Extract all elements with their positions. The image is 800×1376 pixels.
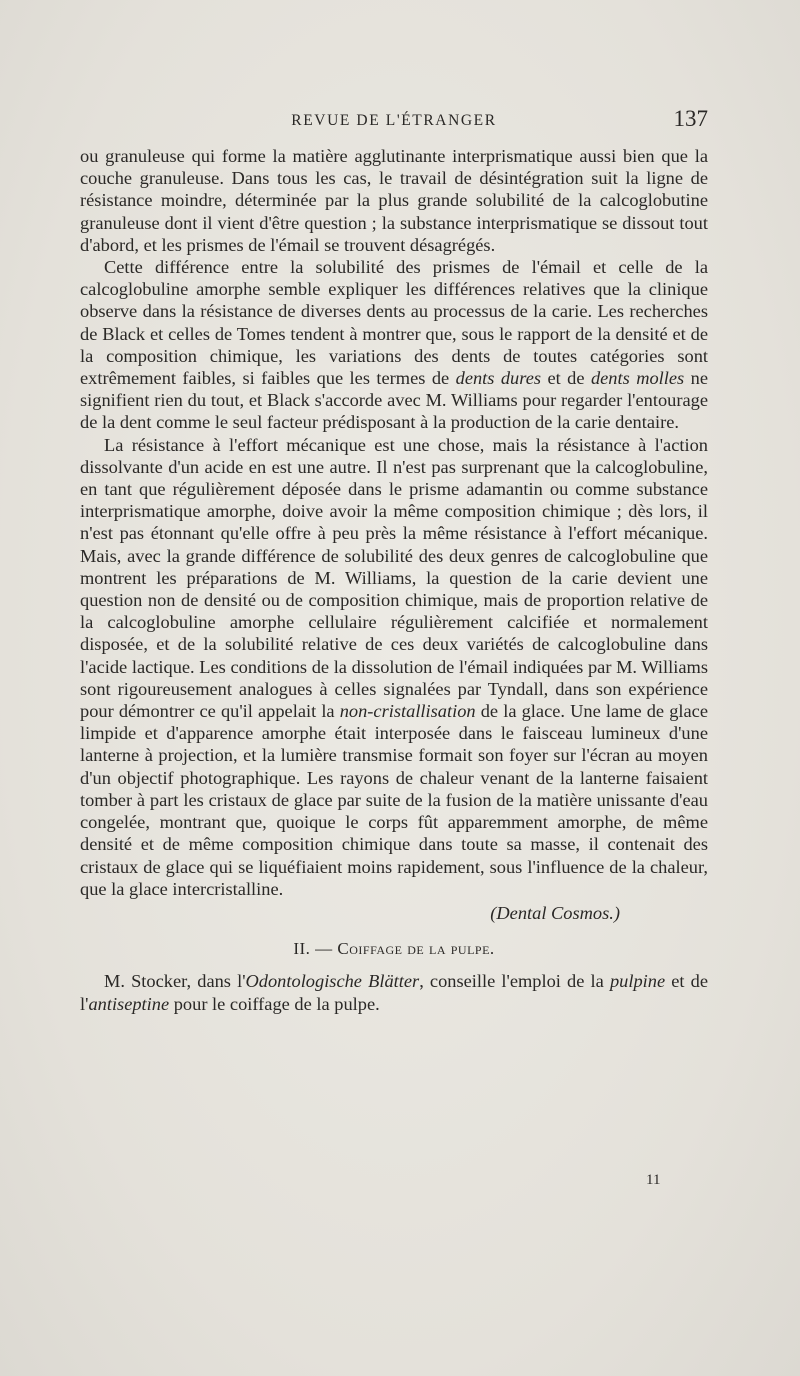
term-pulpine: pulpine [609,971,666,992]
paragraph-3-text-b: de la glace. Une lame de glace limpide et d'apparence amorphe était interposée dans le faisceau lumineux d'une lanterne à projection, et la lumière transmise formait son foyer sur l'écran au moyen d'un objectif photographique. Les rayons de chaleur venant de la lanterne faisaient tomber à part les cristaux de glace par suite de la fusion de la matière unissante d'eau congelée, montrant que, quoique le corps fût apparemment amorphe, de même densité et de même composition chimique dans toute sa masse, il contenait des cristaux de glace qui se liquéfiaient moins rapidement, sous l'influence de la chaleur, que la glace intercristalline. [80,701,708,899]
paragraph-4-text-a: M. Stocker, dans l' [104,971,246,992]
paragraph-1-text: ou granuleuse qui forme la matière agglutinante interprismatique aussi bien que la couche granuleuse. Dans tous les cas, le travail de désintégration suit la ligne de résistance moindre, déterminée par la plus grande solubilité de la calcoglobutine granuleuse dont il vient d'être question ; la substance interprismatique se dissout tout d'abord, et les prismes de l'émail se trouvent désagrégés. [80,146,708,255]
body-text [80,145,708,1015]
paragraph-4 [80,970,708,1014]
term-antiseptine: antiseptine [88,993,170,1014]
paragraph-2-text-a: Cette différence entre la solubilité des prismes de l'émail et celle de la calcoglobuline amorphe semble expliquer les différences relatives que la clinique observe dans la résistance de diverses dents au processus de la carie. Les recherches de Black et celles de Tomes tendent à montrer que, sous le rapport de la densité et de la composition chimique, les variations des dents de toutes catégories sont extrêmement faibles, si faibles que les termes de [80,257,708,389]
paragraph-3 [80,434,708,900]
paragraph-1 [80,145,708,256]
paragraph-3-text-a: La résistance à l'effort mécanique est une chose, mais la résistance à l'action dissolvante d'un acide en est une autre. Il n'est pas surprenant que la calcoglobuline, en tant que régulièrement déposée dans le prisme adamantin ou comme substance interprismatique amorphe, doive avoir la même composition chimique ; dès lors, il n'est pas étonnant qu'elle offre à peu près la même résistance à l'effort mécanique. Mais, avec la grande différence de solubilité des deux genres de calcoglobuline que montrent les préparations de M. Williams, la question de la carie devient une question non de densité ou de composition chimique, mais de proportion relative de la calcoglobuline amorphe cellulaire régulièrement calcifiée et normalement disposée, et de la solubilité relative de ces deux variétés de calcoglobuline dans l'acide lactique. Les conditions de la dissolution de l'émail indiquées par M. Williams sont rigoureusement analogues à celles signalées par Tyndall, dans son expérience pour démontrer ce qu'il appelait la [80,434,708,722]
term-dents-molles: dents molles [590,368,685,389]
paragraph-4-text-d: pour le coiffage de la pulpe. [169,993,380,1014]
running-title: REVUE DE L'ÉTRANGER [291,112,497,129]
page-number: 137 [673,106,708,131]
section-heading [80,938,708,960]
paragraph-2 [80,256,708,434]
term-dents-dures: dents dures [455,368,542,389]
source-citation: (Dental Cosmos.) [490,902,620,923]
running-head [80,106,708,136]
journal-title: Odontologische Blätter [245,971,420,992]
term-non-cristallisation: non-cristallisation [339,701,476,722]
paragraph-2-text-b: et de [541,368,591,389]
paragraph-4-text-c: et de l' [80,971,708,1014]
section-number: II. — [293,939,338,959]
signature-mark: 11 [646,1172,661,1188]
paragraph-2-text-c: ne signifient rien du tout, et Black s'accorde avec M. Williams pour regarder l'entourage de la dent comme le seul facteur prédisposant à la production de la carie dentaire. [80,368,708,433]
section-title: Coiffage de la pulpe. [337,939,495,959]
paragraph-4-text-b: , conseille l'emploi de la [419,971,610,992]
